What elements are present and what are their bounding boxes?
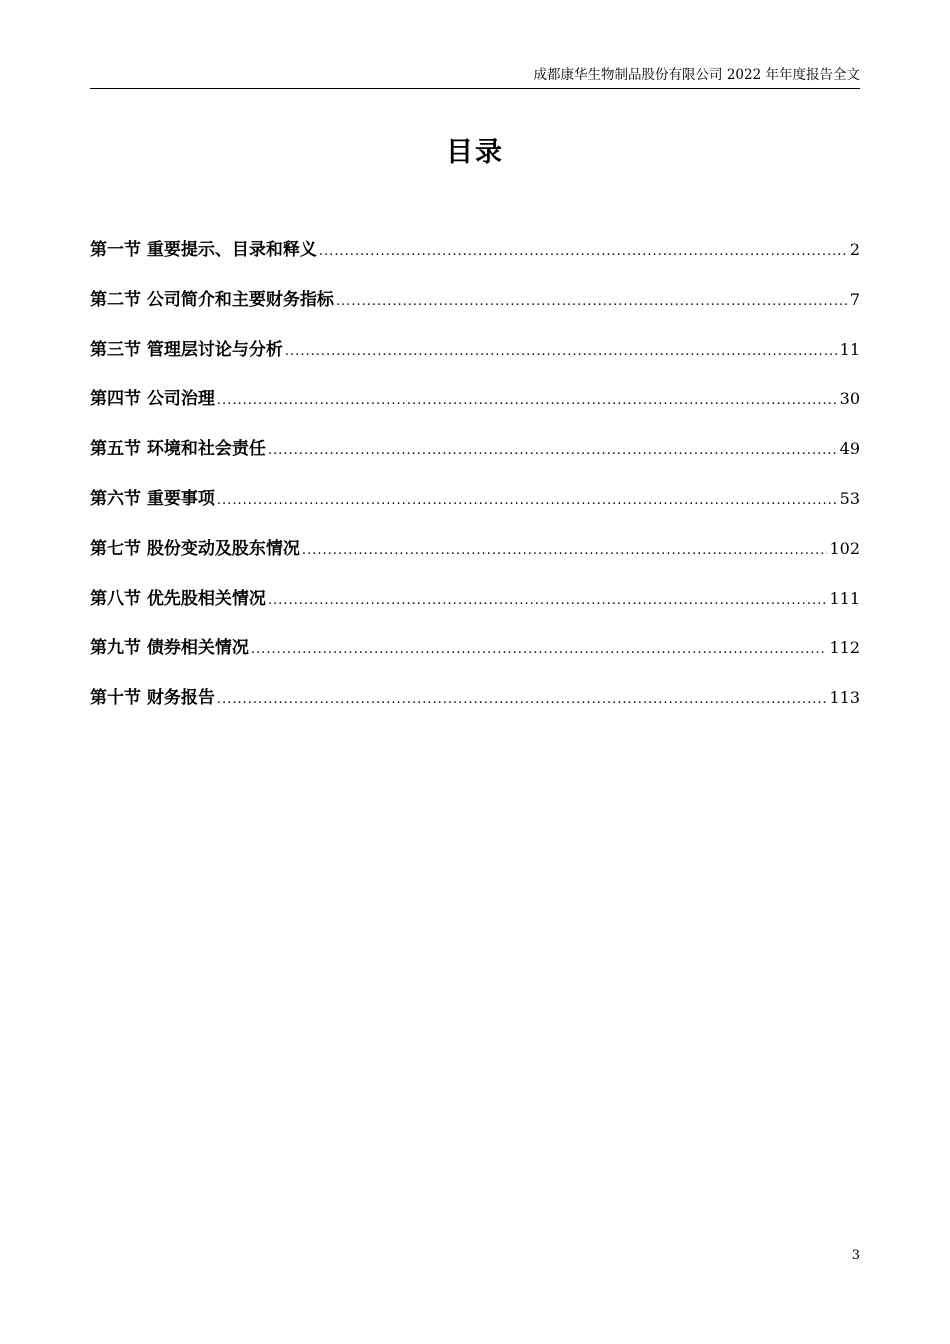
dot-leader <box>285 345 838 358</box>
toc-entry-page: 113 <box>829 688 860 708</box>
toc-entry[interactable] <box>90 434 860 484</box>
dot-leader <box>302 544 828 557</box>
toc-entry[interactable] <box>90 633 860 683</box>
toc-entry-label[interactable]: 第四节 公司治理 <box>90 389 215 410</box>
toc-entry-label[interactable]: 第十节 财务报告 <box>90 688 215 709</box>
toc-entry-label[interactable]: 第三节 管理层讨论与分析 <box>90 339 283 360</box>
dot-leader <box>217 494 838 507</box>
toc-entry[interactable] <box>90 584 860 634</box>
toc-entry-label[interactable]: 第一节 重要提示、目录和释义 <box>90 240 317 260</box>
toc-entry-label[interactable]: 第九节 债券相关情况 <box>90 638 249 659</box>
page-number: 3 <box>851 1248 860 1263</box>
toc-entry-page: 53 <box>839 488 860 508</box>
toc-entry-label[interactable]: 第七节 股份变动及股东情况 <box>90 538 300 559</box>
toc-entry-page: 30 <box>839 389 860 409</box>
toc-title: 目录 <box>446 137 504 168</box>
toc-entry-page: 112 <box>829 638 860 658</box>
toc-entry[interactable] <box>90 534 860 584</box>
toc-entry-page: 2 <box>849 240 860 259</box>
toc-entry[interactable] <box>90 285 860 335</box>
toc-entry[interactable] <box>90 235 860 285</box>
dot-leader <box>336 295 848 308</box>
toc-entry-page: 49 <box>839 439 860 459</box>
toc-entry[interactable] <box>90 335 860 385</box>
dot-leader <box>319 245 848 258</box>
toc-entry-label[interactable]: 第八节 优先股相关情况 <box>90 588 266 609</box>
toc-entry[interactable] <box>90 384 860 434</box>
dot-leader <box>268 444 838 457</box>
toc-entry-label[interactable]: 第二节 公司简介和主要财务指标 <box>90 289 334 310</box>
toc-entry-label[interactable]: 第五节 环境和社会责任 <box>90 439 266 460</box>
page-header <box>90 66 860 89</box>
dot-leader <box>217 693 828 706</box>
toc-entry[interactable] <box>90 683 860 733</box>
dot-leader <box>217 394 838 407</box>
header-text: 成都康华生物制品股份有限公司 2022 年年度报告全文 <box>533 67 860 83</box>
dot-leader <box>268 594 828 607</box>
toc-entry-label[interactable]: 第六节 重要事项 <box>90 488 215 509</box>
dot-leader <box>251 643 828 656</box>
toc-entry-page: 111 <box>829 588 860 608</box>
toc-entry-page: 7 <box>849 289 860 309</box>
table-of-contents <box>90 235 860 733</box>
toc-entry-page: 11 <box>839 339 860 359</box>
toc-entry[interactable] <box>90 484 860 534</box>
toc-entry-page: 102 <box>829 538 860 558</box>
